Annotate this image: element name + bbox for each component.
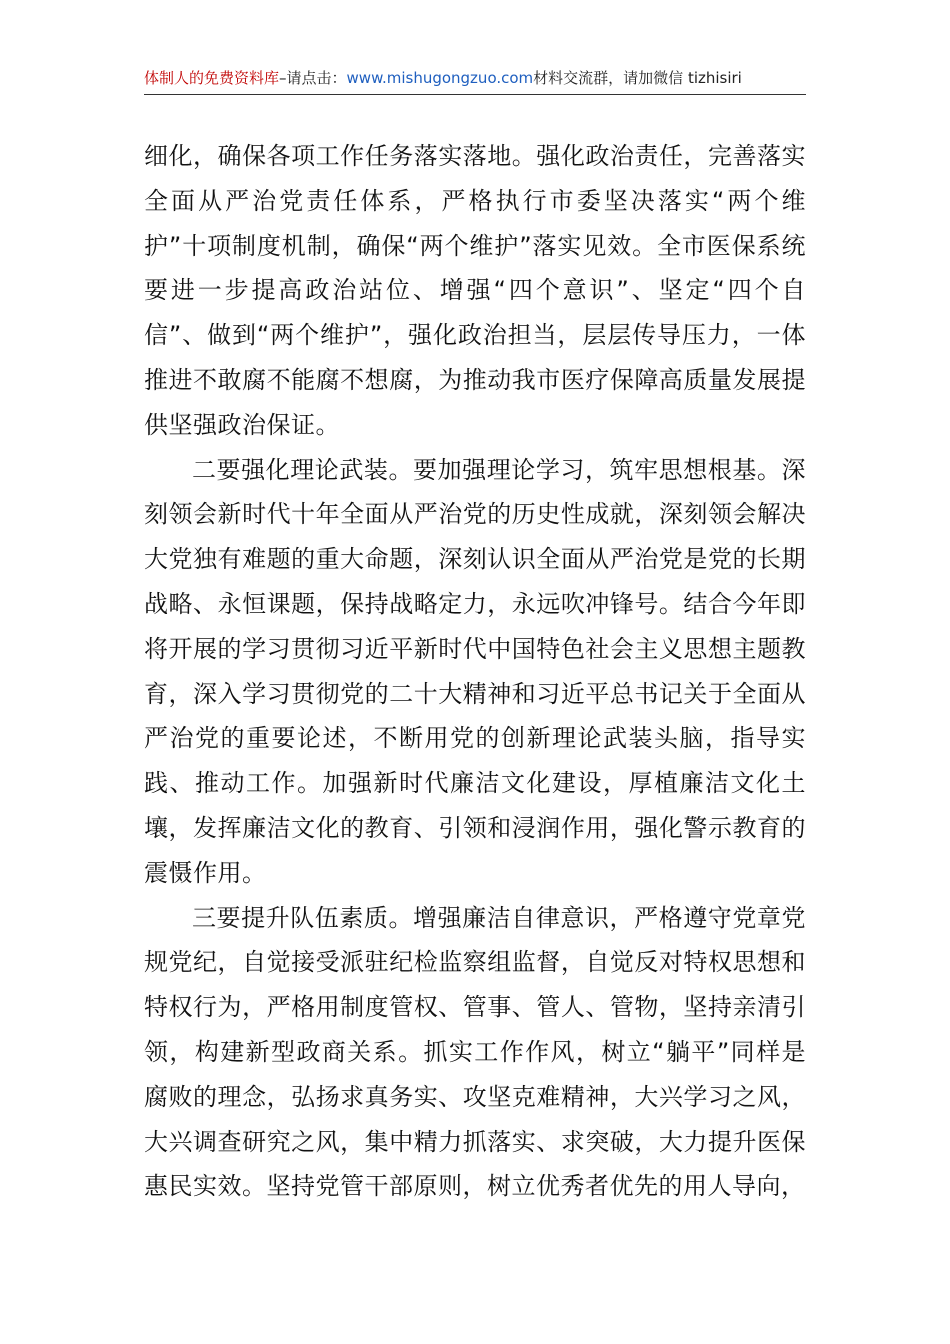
header-prompt: –请点击： <box>279 69 347 87</box>
header-url-link[interactable]: www.mishugongzuo.com <box>346 69 534 87</box>
paragraph-2: 二要强化理论武装。要加强理论学习，筑牢思想根基。深刻领会新时代十年全面从严治党的历史性成就，深刻领会解决大党独有难题的重大命题，深刻认识全面从严治党是党的长期战略、永恒课题，保持战略定力，永远吹冲锋号。结合今年即将开展的学习贯彻习近平新时代中国特色社会主义思想主题教育，深入学习贯彻党的二十大精神和习近平总书记关于全面从严治党的重要论述，不断用党的创新理论武装头脑，指导实践、推动工作。加强新时代廉洁文化建设，厚植廉洁文化土壤，发挥廉洁文化的教育、引领和浸润作用，强化警示教育的震慑作用。 <box>144 455 806 887</box>
paragraph-1: 细化，确保各项工作任务落实落地。强化政治责任，完善落实全面从严治党责任体系，严格执行市委坚决落实“两个维护”十项制度机制，确保“两个维护”落实见效。全市医保系统要进一步提高政治站位、增强“四个意识”、坚定“四个自信”、做到“两个维护”，强化政治担当，层层传导压力，一体推进不敢腐不能腐不想腐，为推动我市医疗保障高质量发展提供坚强政治保证。 <box>144 142 806 439</box>
document-body <box>144 134 806 1209</box>
page-header <box>144 62 806 95</box>
paragraph-3: 三要提升队伍素质。增强廉洁自律意识，严格遵守党章党规党纪，自觉接受派驻纪检监察组监督，自觉反对特权思想和特权行为，严格用制度管权、管事、管人、管物，坚持亲清引领，构建新型政商关系。抓实工作作风，树立“躺平”同样是腐败的理念，弘扬求真务实、攻坚克难精神，大兴学习之风，大兴调查研究之风，集中精力抓落实、求突破，大力提升医保惠民实效。坚持党管干部原则，树立优秀者优先的用人导向， <box>144 903 806 1201</box>
header-brand: 体制人的免费资料库 <box>144 69 280 87</box>
header-note: 材料交流群，请加微信 tizhisiri <box>533 69 742 87</box>
